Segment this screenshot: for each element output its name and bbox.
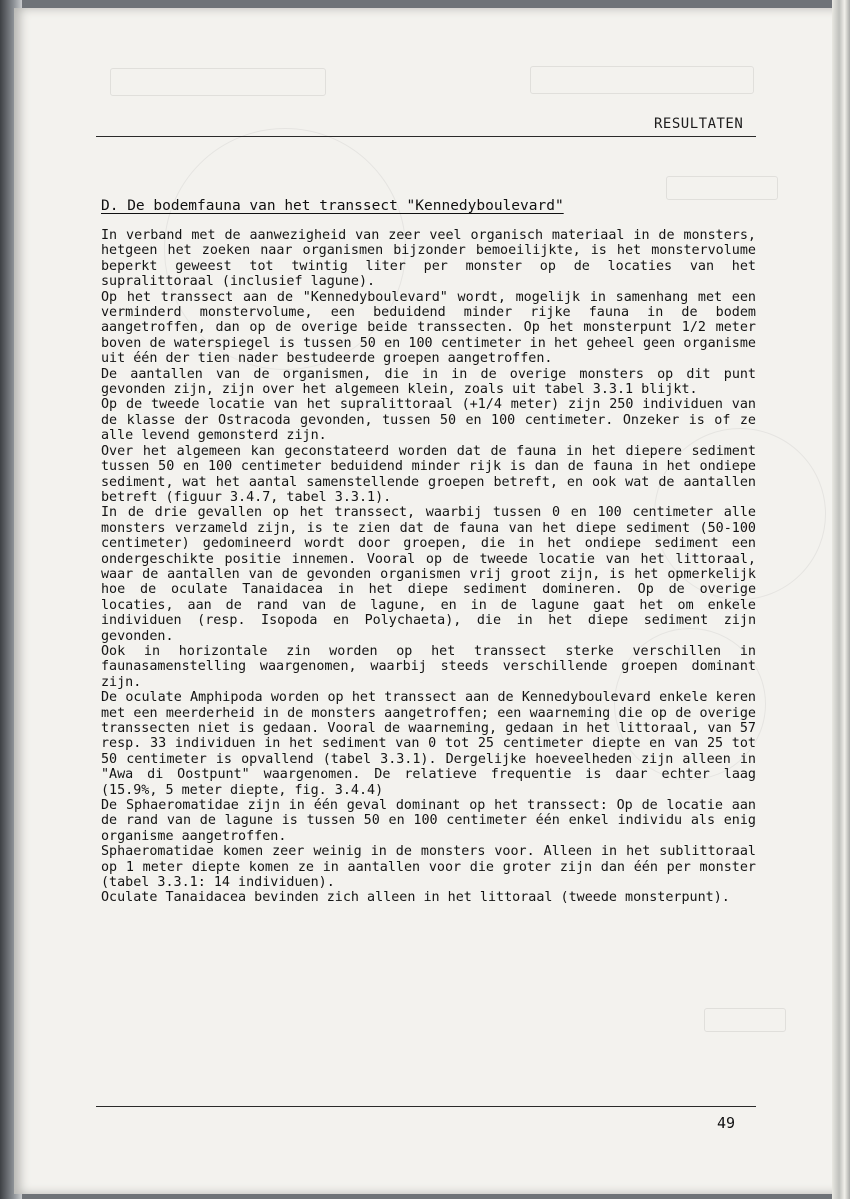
page-number: 49 [717, 1114, 736, 1132]
body-text [101, 228, 756, 906]
paragraph: De Sphaeromatidae zijn in één geval dominant op het transsect: Op de locatie aan de rand van de lagune is tussen 50 en 100 centimeter één enkel individu als enig organisme aangetroffen. [101, 798, 756, 844]
paragraph: Op het transsect aan de "Kennedyboulevard" wordt, mogelijk in samenhang met een verminderd monstervolume, een beduidend minder rijke fauna in de bodem aangetroffen, dan op de overige beide transsecten. Op het monsterpunt 1/2 meter boven de waterspiegel is tussen 50 en 100 centimeter in het geheel geen organisme uit één der tien nader bestudeerde groepen aangetroffen. [101, 289, 756, 367]
show-through-box [704, 1008, 786, 1032]
paragraph: In de drie gevallen op het transsect, waarbij tussen 0 en 100 centimeter alle monsters verzameld zijn, is te zien dat de fauna van het diepe sediment (50-100 centimeter) gedomineerd wordt door groepen, die in het ondiepe sediment een ondergeschikte positie innemen. Vooral op de tweede locatie van het littoraal, waar de aantallen van de gevonden organismen vrij groot zijn, is het opmerkelijk hoe de oculate Tanaidacea in het diepe sediment domineren. Op de overige locaties, aan de rand van de lagune, en in de lagune gaat het om enkele individuen (resp. Isopoda en Polychaeta), die in het diepe sediment zijn gevonden. [101, 505, 756, 644]
paragraph: Over het algemeen kan geconstateerd worden dat de fauna in het diepere sediment tussen 50 en 100 centimeter beduidend minder rijk is dan de fauna in het ondiepe sediment, wat het aantal samenstellende groepen betreft, en ook wat de aantallen betreft (figuur 3.4.7, tabel 3.3.1). [101, 443, 756, 505]
section-heading: D. De bodemfauna van het transsect "Kennedyboulevard" [101, 198, 564, 214]
paragraph: De oculate Amphipoda worden op het transsect aan de Kennedyboulevard enkele keren met een meerderheid in de monsters aangetroffen; een waarneming die op de overige transsecten niet is gedaan. Vooral de waarneming, gedaan in het littoraal, van 57 resp. 33 individuen in het sediment van 0 tot 25 centimeter diepte en van 25 tot 50 centimeter is opvallend (tabel 3.3.1). Dergelijke hoeveelheden zijn alleen in "Awa di Oostpunt" waargenomen. De relatieve frequentie is daar echter laag (15.9%, 5 meter diepte, fig. 3.4.4) [101, 690, 756, 798]
paragraph: De aantallen van de organismen, die in in de overige monsters op dit punt gevonden zijn, zijn over het algemeen klein, zoals uit tabel 3.3.1 blijkt. [101, 366, 756, 398]
page-stack-edge [832, 0, 850, 1199]
paragraph: Sphaeromatidae komen zeer weinig in de monsters voor. Alleen in het sublittoraal op 1 meter diepte komen ze in aantallen voor die groter zijn dan één per monster (tabel 3.3.1: 14 individuen). [101, 844, 756, 891]
running-header: RESULTATEN [654, 116, 744, 132]
header-rule [96, 136, 756, 137]
paragraph: Oculate Tanaidacea bevinden zich alleen in het littoraal (tweede monsterpunt). [101, 890, 730, 906]
show-through-box [666, 176, 778, 200]
paragraph: Op de tweede locatie van het supralittoraal (+1/4 meter) zijn 250 individuen van de klasse der Ostracoda gevonden, tussen 50 en 100 centimeter. Onzeker is of ze alle levend gemonsterd zijn. [101, 397, 756, 444]
document-page [14, 8, 836, 1194]
paragraph: In verband met de aanwezigheid van zeer veel organisch materiaal in de monsters, hetgeen het zoeken naar organismen bijzonder bemoeilijkte, is het monstervolume beperkt geweest tot twintig liter per monster op de locaties van het supralittoraal (inclusief lagune). [101, 228, 756, 290]
show-through-box [110, 68, 326, 96]
footer-rule [96, 1106, 756, 1107]
show-through-box [530, 66, 754, 94]
paragraph: Ook in horizontale zin worden op het transsect sterke verschillen in faunasamenstelling waargenomen, waarbij steeds verschillende groepen dominant zijn. [101, 643, 756, 690]
